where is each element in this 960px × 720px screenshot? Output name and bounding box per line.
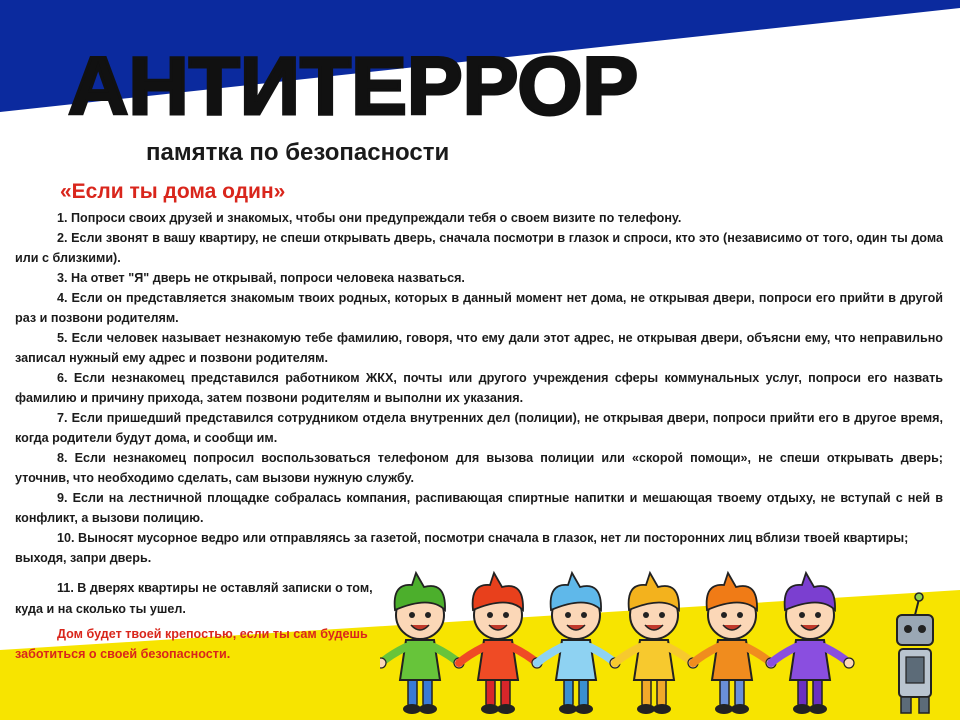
kid-eye xyxy=(815,612,821,618)
kid-shoe xyxy=(575,704,593,714)
kid-shoe xyxy=(715,704,733,714)
rules-list xyxy=(15,208,943,568)
kid-eye xyxy=(721,612,727,618)
kid-leg xyxy=(579,677,588,707)
kid-shoe xyxy=(809,704,827,714)
kid-shoe xyxy=(793,704,811,714)
kid-leg xyxy=(486,677,495,707)
robot-leg xyxy=(919,697,929,713)
kid-leg xyxy=(798,677,807,707)
kid-shoe xyxy=(653,704,671,714)
kid-leg xyxy=(735,677,744,707)
section-heading: «Если ты дома один» xyxy=(60,180,286,203)
robot-head xyxy=(897,615,933,645)
rule-item: 9. Если на лестничной площадке собралась компания, распивающая спиртные напитки и мешающая твоему отдыху, не вступай с ней в конфликт, а вызови полицию. xyxy=(15,491,943,525)
kid-hand xyxy=(844,658,854,668)
robot-eye xyxy=(904,625,912,633)
robot-eye xyxy=(918,625,926,633)
rule-item: 3. На ответ "Я" дверь не открывай, попроси человека назваться. xyxy=(57,271,465,285)
kid-hand xyxy=(380,658,386,668)
rule-item: 7. Если пришедший представился сотрудником отдела внутренних дел (полиции), не открывая двери, попроси прийти его в другое время, когда родители будут дома, и сообщи им. xyxy=(15,411,943,445)
kid-shoe xyxy=(403,704,421,714)
rule-item: 4. Если он представляется знакомым твоих родных, которых в данный момент нет дома, не открывая двери, попроси его прийти в другой раз и позвони родителям. xyxy=(15,291,943,325)
robot-figure xyxy=(897,593,933,713)
robot-antenna-tip xyxy=(915,593,923,601)
kid-figure xyxy=(771,573,854,714)
kid-shoe xyxy=(637,704,655,714)
kid-eye xyxy=(737,612,743,618)
kid-eye xyxy=(487,612,493,618)
kid-leg xyxy=(720,677,729,707)
kid-eye xyxy=(799,612,805,618)
kid-eye xyxy=(565,612,571,618)
kid-shoe xyxy=(497,704,515,714)
kid-figure xyxy=(693,573,776,714)
rule-item: 5. Если человек называет незнакомую тебе фамилию, говоря, что ему дали этот адрес, не открывая двери, объясни ему, что неправильно записал нужный ему адрес и позвони родителям. xyxy=(15,331,943,365)
kid-leg xyxy=(813,677,822,707)
kid-shoe xyxy=(731,704,749,714)
poster-subtitle: памятка по безопасности xyxy=(146,139,450,166)
kid-eye xyxy=(659,612,665,618)
rule-item: 6. Если незнакомец представился работником ЖКХ, почты или другого учреждения сферы коммунальных услуг, попроси его назвать фамилию и причину прихода, затем позвони родителям и выполни их указания. xyxy=(15,371,943,405)
kid-leg xyxy=(501,677,510,707)
safety-motto: Дом будет твоей крепостью, если ты сам будешь заботиться о своей безопасности. xyxy=(15,627,368,661)
kid-leg xyxy=(408,677,417,707)
rule-item: 8. Если незнакомец попросил воспользоваться телефоном для вызова полиции или «скорой помощи», не спеши открывать дверь; уточнив, что необходимо сделать, сам вызови нужную службу. xyxy=(15,451,943,485)
kid-eye xyxy=(643,612,649,618)
kid-leg xyxy=(642,677,651,707)
rule-item: 2. Если звонят в вашу квартиру, не спеши открывать дверь, сначала посмотри в глазок и спроси, кто это (независимо от того, один ты дома или с близкими). xyxy=(15,231,943,265)
rule-item-11: 11. В дверях квартиры не оставляй записки о том, куда и на сколько ты ушел. xyxy=(15,581,373,616)
poster-title: АНТИТЕРРОР xyxy=(68,41,639,132)
kid-eye xyxy=(503,612,509,618)
rule-item: 1. Попроси своих друзей и знакомых, чтобы они предупреждали тебя о своем визите по телефону. xyxy=(57,211,682,225)
robot-panel xyxy=(906,657,924,683)
kid-figure xyxy=(615,573,698,714)
kid-eye xyxy=(409,612,415,618)
kid-eye xyxy=(425,612,431,618)
kid-figure xyxy=(381,573,464,714)
rule-item: 10. Выносят мусорное ведро или отправляясь за газетой, посмотри сначала в глазок, нет ли посторонних лиц вблизи твоей квартиры; выходя, запри дверь. xyxy=(15,531,909,565)
kid-shoe xyxy=(419,704,437,714)
kid-leg xyxy=(657,677,666,707)
kid-figure xyxy=(537,573,620,714)
kid-leg xyxy=(564,677,573,707)
kid-figure xyxy=(459,573,542,714)
kid-shoe xyxy=(481,704,499,714)
kid-shoe xyxy=(559,704,577,714)
kid-leg xyxy=(423,677,432,707)
robot-leg xyxy=(901,697,911,713)
kid-eye xyxy=(581,612,587,618)
kids-illustration xyxy=(380,555,960,720)
